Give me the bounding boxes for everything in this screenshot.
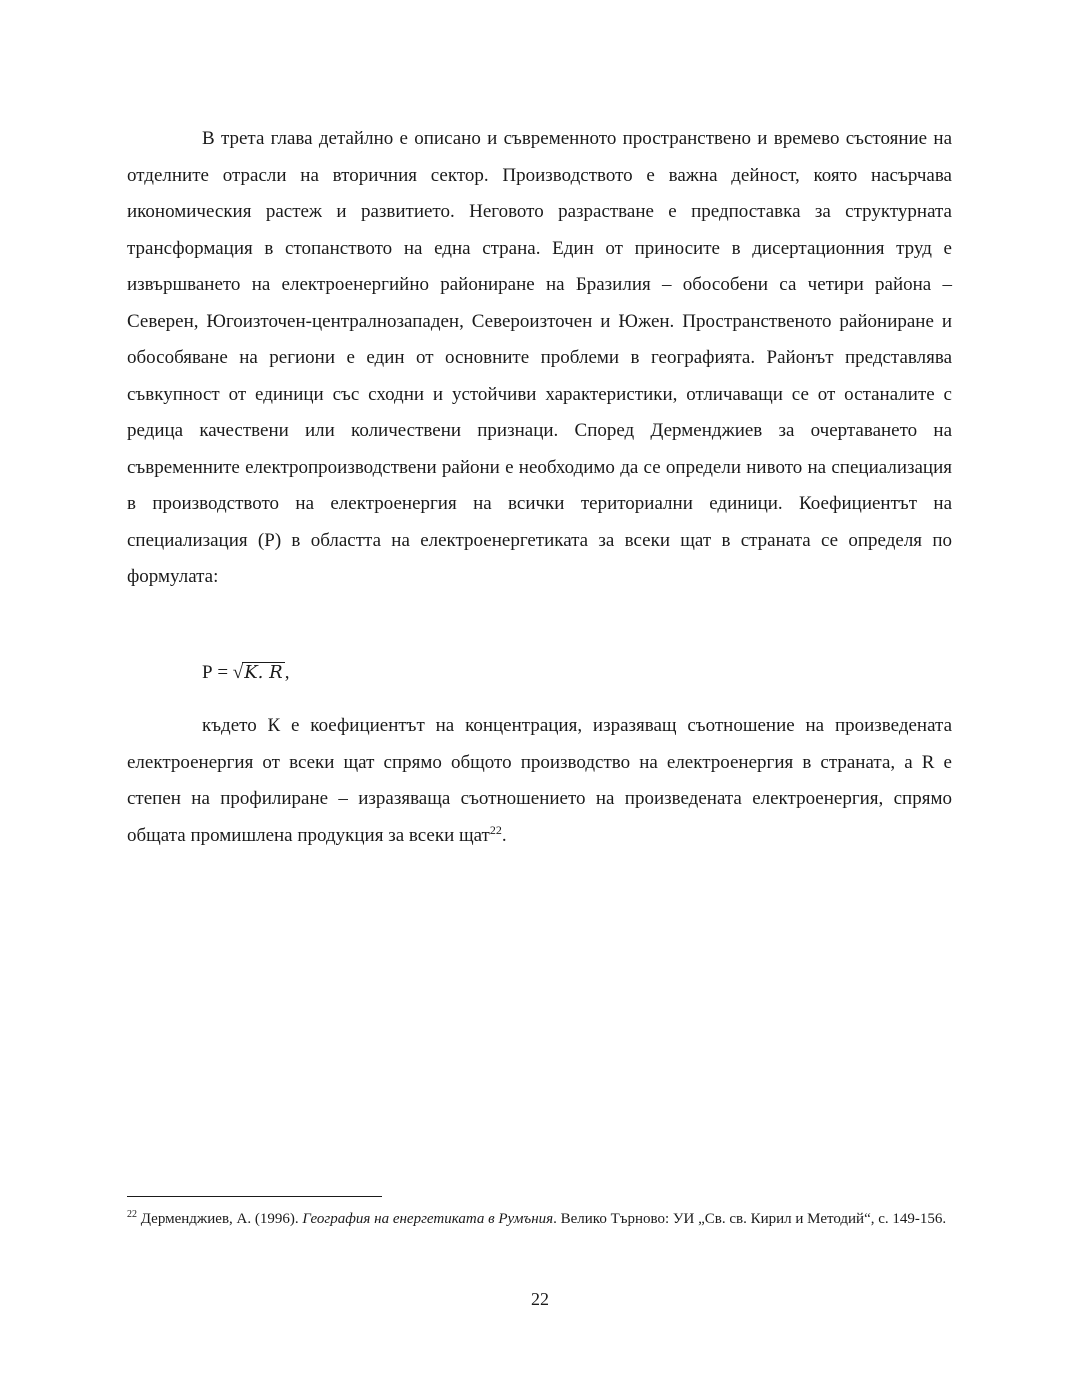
sqrt-sign: √ <box>232 662 244 683</box>
footnote-title: География на енергетиката в Румъния <box>302 1211 554 1227</box>
paragraph-2-end: . <box>501 824 507 846</box>
footnote-reference[interactable]: 22 <box>489 822 502 837</box>
footnote <box>127 1209 952 1229</box>
footnote-number: 22 <box>127 1209 137 1220</box>
formula-trail: , <box>284 662 290 683</box>
specialization-formula <box>202 655 289 691</box>
body-paragraph-1: В трета глава детайлно е описано и съвременното пространствено и времево състояние на отделните отрасли на вторичния сектор. Производството е важна дейност, която насърчава икономическия растеж и развитието. Неговото разрастване е предпоставка за структурната трансформация в стопанството на една страна. Един от приносите в дисертационния труд е извършването на електроенергийно райониране на Бразилия – обособени са четири района – Северен, Югоизточен-централнозападен, Североизточен и Южен. Пространственото райониране и обособяване на региони е един от основните проблеми в географията. Районът представлява съвкупност от единици със сходни и устойчиви характеристики, отличаващи се от останалите с редица качествени или количествени признаци. Според Дерменджиев за очертаването на съвременните електропроизводствени райони е необходимо да се определи нивото на специализация в производството на електроенергия на всички териториални единици. Коефициентът на специализация (Р) в областта на електроенергетиката за всеки щат в страната се определя по формулата: <box>127 128 952 587</box>
paragraph-2-text: където К е коефициентът на концентрация, изразяващ съотношение на произведената електроенергия от всеки щат спрямо общото производство на електроенергия в страната, а R е степен на профилиране – изразяваща съотношението на произведената електроенергия, спрямо общата промишлена продукция за всеки щат <box>127 715 952 846</box>
footnote-author: Дерменджиев, А. (1996). <box>137 1211 303 1227</box>
formula-radicand: K. R <box>244 662 283 683</box>
page-number: 22 <box>531 1289 549 1309</box>
footnote-rest: . Велико Търново: УИ „Св. св. Кирил и Методий“, с. 149-156. <box>553 1211 947 1227</box>
formula-lhs: Р = <box>202 662 233 683</box>
body-paragraph-2 <box>127 708 952 854</box>
footnote-separator <box>127 1196 382 1197</box>
